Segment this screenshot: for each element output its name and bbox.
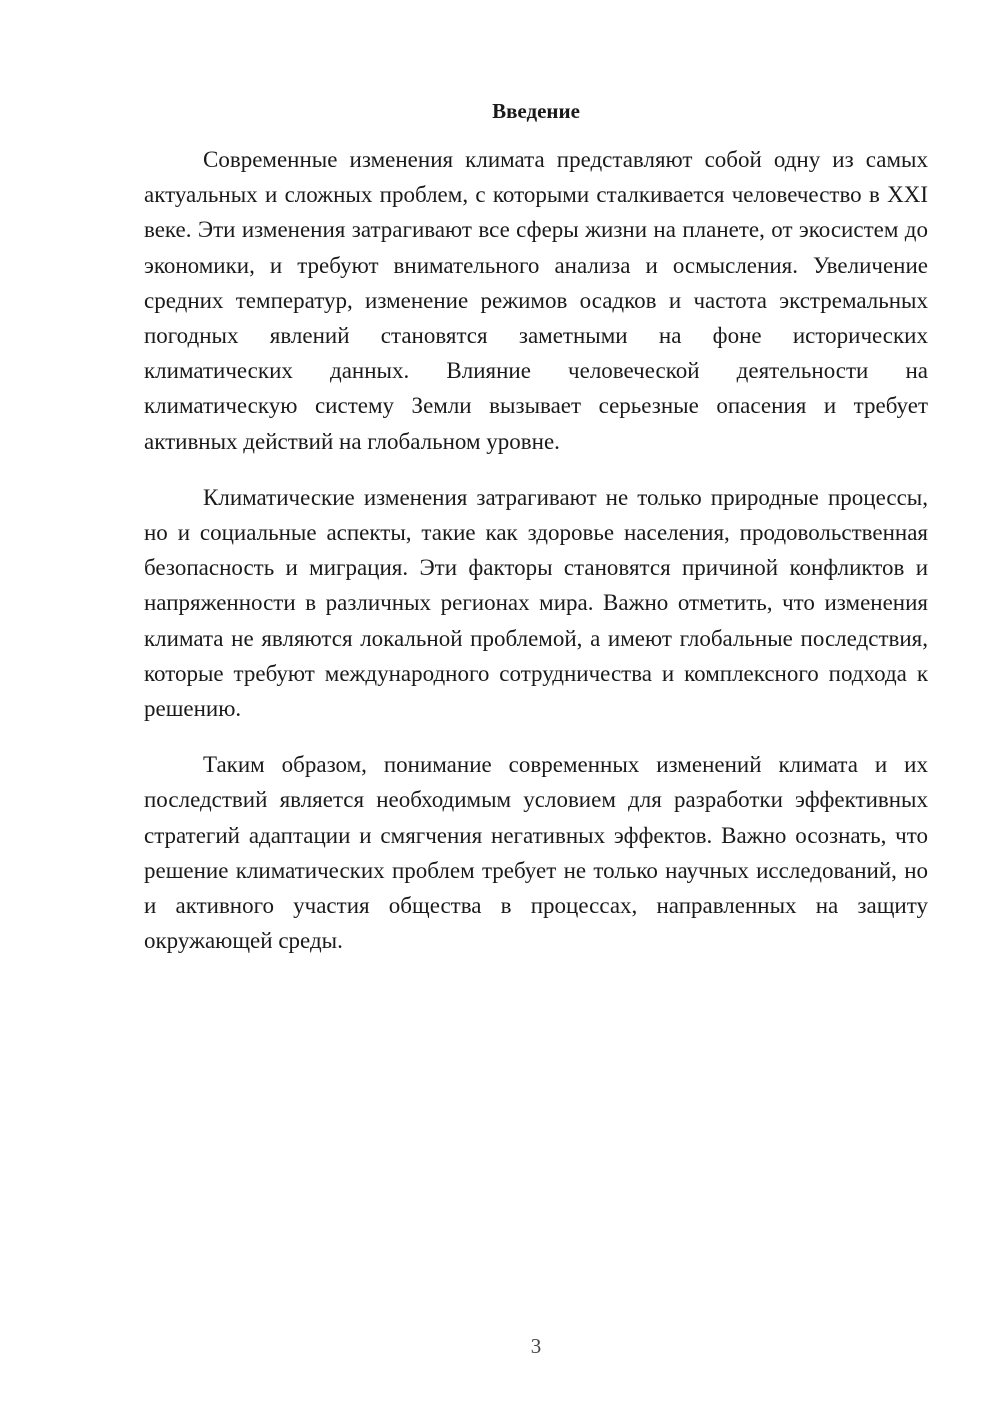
page-number: 3: [530, 1334, 542, 1358]
paragraph-2: Климатические изменения затрагивают не только природные процессы, но и социальные аспекты, такие как здоровье населения, продовольственная безопасность и миграция. Эти факторы становятся причиной конфликтов и напряженности в различных регионах мира. Важно отметить, что изменения климата не являются локальной проблемой, а имеют глобальные последствия, которые требуют международного сотрудничества и комплексного подхода к решению.: [144, 484, 928, 722]
section-title: Введение: [492, 99, 580, 123]
paragraph-1: Современные изменения климата представляют собой одну из самых актуальных и сложных проблем, с которыми сталкивается человечество в XXI веке. Эти изменения затрагивают все сферы жизни на планете, от экосистем до экономики, и требуют внимательного анализа и осмысления. Увеличение средних температур, изменение режимов осадков и частота экстремальных погодных явлений становятся заметными на фоне исторических климатических данных. Влияние человеческой деятельности на климатическую систему Земли вызывает серьезные опасения и требует активных действий на глобальном уровне.: [144, 147, 928, 454]
paragraph-3: Таким образом, понимание современных изменений климата и их последствий является необходимым условием для разработки эффективных стратегий адаптации и смягчения негативных эффектов. Важно осознать, что решение климатических проблем требует не только научных исследований, но и активного участия общества в процессах, направленных на защиту окружающей среды.: [144, 752, 928, 954]
body-text: [144, 142, 928, 979]
